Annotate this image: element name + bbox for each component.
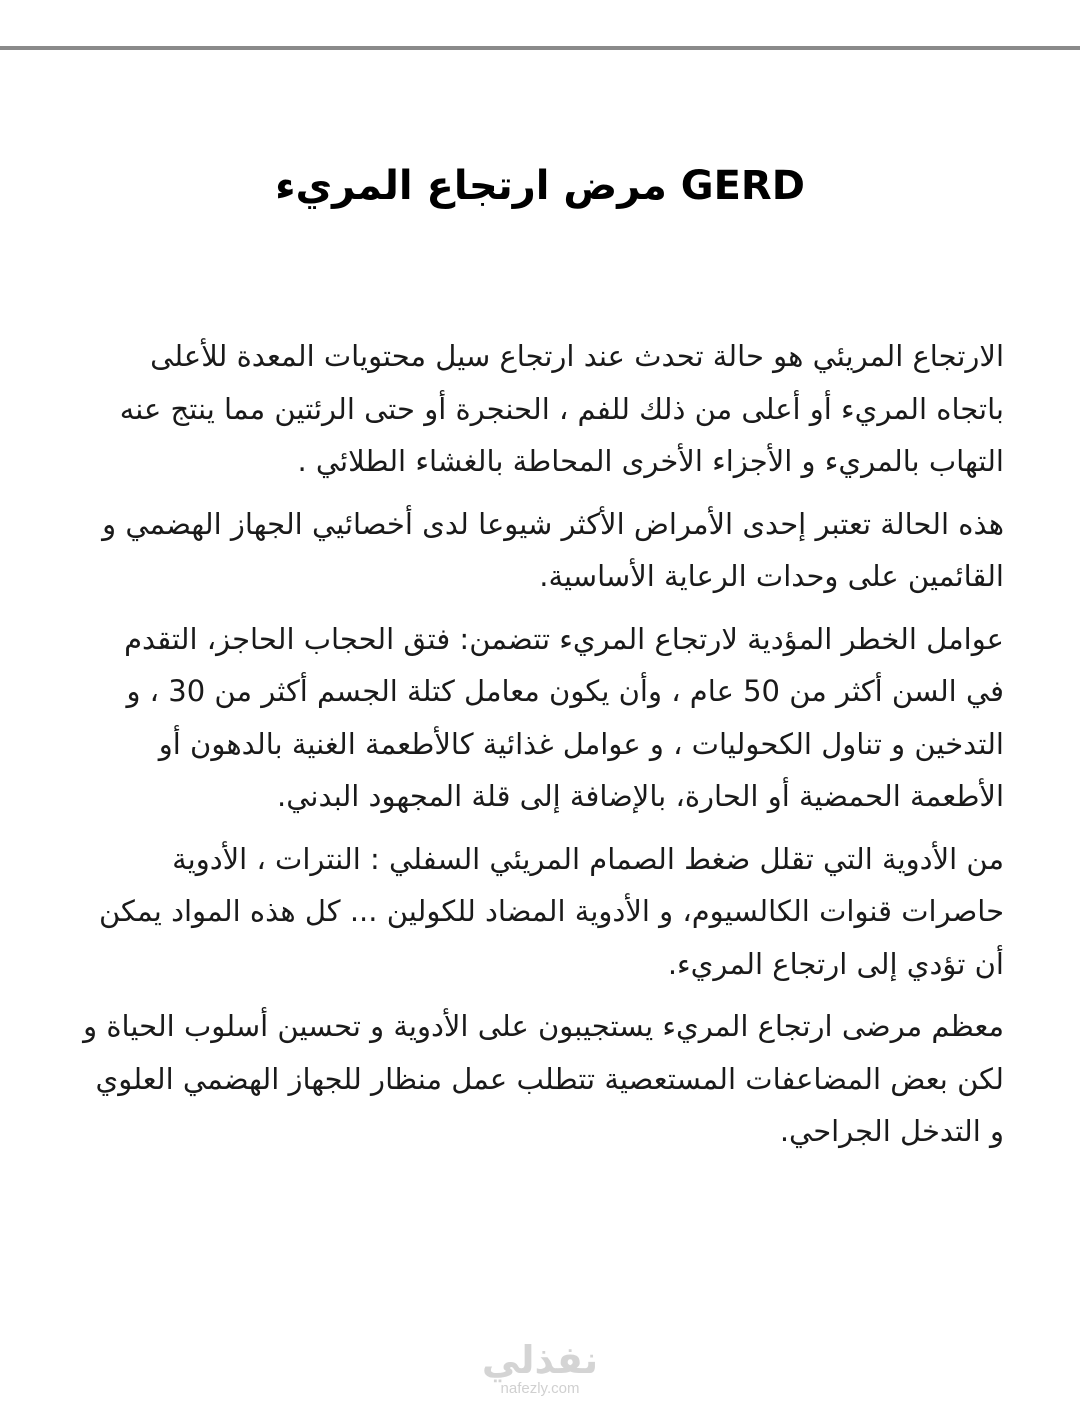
watermark-logo: نفذلي: [481, 1338, 599, 1382]
paragraph-prevalence: هذه الحالة تعتبر إحدى الأمراض الأكثر شيوعا لدى أخصائيي الجهاز الهضمي و القائمين على وحدات الرعاية الأساسية.: [102, 506, 1004, 593]
watermark: [440, 1340, 640, 1398]
document-body: [78, 330, 1004, 1168]
paragraph-risk-factors: عوامل الخطر المؤدية لارتجاع المريء تتضمن: فتق الحجاب الحاجز، التقدم في السن أكثر من 50 عام ، وأن يكون معامل كتلة الجسم أكثر من 30 ، و التدخين و تناول الكحوليات ، و عوامل غذائية كالأطعمة الغنية بالدهون أو الأطعمة الحمضية أو الحارة، بالإضافة إلى قلة المجهود البدني.: [124, 621, 1004, 813]
page-title: مرض ارتجاع المريء GERD: [275, 163, 805, 209]
paragraph-treatment: معظم مرضى ارتجاع المريء يستجيبون على الأدوية و تحسين أسلوب الحياة و لكن بعض المضاعفات المستعصية تتطلب عمل منظار للجهاز الهضمي العلوي و التدخل الجراحي.: [83, 1009, 1004, 1148]
paragraph-medications: من الأدوية التي تقلل ضغط الصمام المريئي السفلي : النترات ، الأدوية حاصرات قنوات الكالسيوم، و الأدوية المضاد للكولين ... كل هذه المواد يمكن أن تؤدي إلى ارتجاع المريء.: [98, 841, 1004, 981]
top-divider: [0, 46, 1080, 50]
watermark-url: nafezly.com: [500, 1380, 580, 1397]
paragraph-definition: الارتجاع المريئي هو حالة تحدث عند ارتجاع سيل محتويات المعدة للأعلى باتجاه المريء أو أعلى من ذلك للفم ، الحنجرة أو حتى الرئتين مما ينتج عنه التهاب بالمريء و الأجزاء الأخرى المحاطة بالغشاء الطلائي .: [119, 339, 1004, 478]
